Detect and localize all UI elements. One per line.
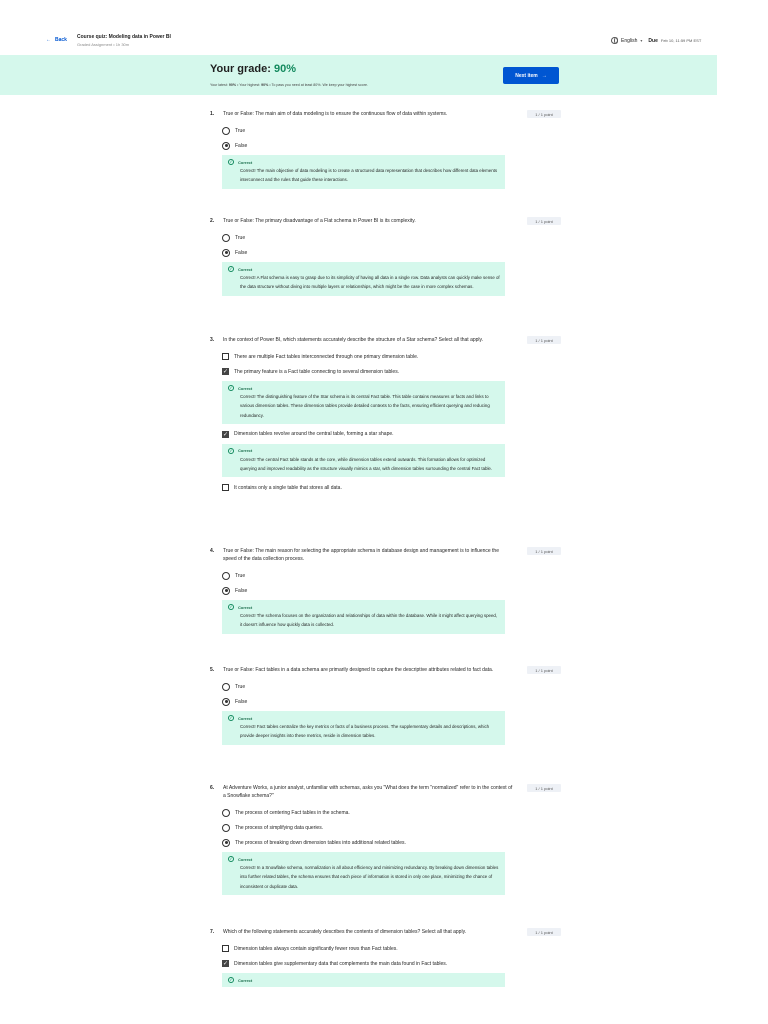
- option-label: False: [235, 587, 248, 594]
- option-label: True: [235, 572, 246, 579]
- question-text: True or False: The primary disadvantage of a Flat schema in Power BI is its complexity.: [223, 218, 416, 224]
- checkbox[interactable]: [222, 353, 229, 360]
- question-number: 3.: [210, 337, 215, 343]
- option-label: Dimension tables always contain significantly fewer rows than Fact tables.: [234, 945, 398, 952]
- option-label: False: [235, 142, 248, 149]
- feedback-box: [222, 381, 505, 424]
- points-badge: 1 / 1 point: [527, 110, 561, 118]
- option-true[interactable]: [222, 230, 560, 245]
- feedback-box: [222, 444, 505, 478]
- question-text: True or False: Fact tables in a data schema are primarily designed to capture the descriptive attributes related to fact data.: [223, 667, 494, 673]
- question-3: [210, 336, 560, 495]
- points-badge: 1 / 1 point: [527, 928, 561, 936]
- check-circle-icon: ✓: [229, 266, 233, 271]
- course-subtitle: Graded Assignment • 1h 30m: [77, 42, 130, 47]
- option-label: The process of simplifying data queries.: [235, 824, 324, 831]
- grade-heading: [210, 63, 296, 75]
- radio-button[interactable]: [222, 572, 230, 580]
- points-badge: 1 / 1 point: [527, 336, 561, 344]
- question-4: [210, 547, 560, 637]
- option-label: True: [235, 127, 246, 134]
- option-label: The process of centering Fact tables in the schema.: [235, 809, 350, 816]
- question-1: [210, 110, 560, 192]
- feedback-header: [228, 604, 500, 610]
- option-3[interactable]: [222, 427, 560, 442]
- radio-button-selected[interactable]: [222, 142, 230, 150]
- feedback-header: [228, 977, 500, 983]
- option-2[interactable]: [222, 820, 560, 835]
- feedback-text: Correct! The main objective of data modeling is to create a structured data representation that describes how different data elements interconnect and the rules that guide these interactions.: [240, 168, 498, 183]
- question-number: 7.: [210, 929, 215, 935]
- check-circle-icon: ✓: [229, 385, 233, 390]
- option-1[interactable]: [222, 941, 560, 956]
- points-badge: 1 / 1 point: [527, 784, 561, 792]
- pass-requirement: To pass you need at least 80%. We keep your highest score.: [271, 83, 368, 87]
- points-badge: 1 / 1 point: [527, 666, 561, 674]
- option-1[interactable]: [222, 349, 560, 364]
- question-header: [210, 547, 560, 563]
- feedback-label: Correct: [238, 856, 253, 862]
- question-text: True or False: The main reason for selecting the appropriate schema in database design and management is to influence the speed of the data collection process.: [223, 548, 499, 562]
- option-false[interactable]: [222, 245, 560, 260]
- option-label: The process of breaking down dimension tables into additional related tables.: [235, 839, 406, 846]
- arrow-left-icon: ←: [46, 37, 51, 43]
- radio-button[interactable]: [222, 809, 230, 817]
- feedback-box: [222, 155, 505, 189]
- due-date: Feb 10, 11:59 PM EST: [660, 38, 702, 43]
- feedback-box: [222, 711, 505, 745]
- option-true[interactable]: [222, 679, 560, 694]
- option-2[interactable]: [222, 956, 560, 971]
- points-badge: 1 / 1 point: [527, 217, 561, 225]
- back-label: Back: [55, 37, 67, 43]
- question-header: [210, 666, 560, 674]
- question-text: True or False: The main aim of data modeling is to ensure the continuous flow of data within systems.: [223, 111, 448, 117]
- separator-dot-2: •: [269, 83, 272, 87]
- grade-value: 90%: [273, 63, 297, 75]
- option-true[interactable]: [222, 123, 560, 138]
- separator-dot-1: •: [237, 83, 240, 87]
- feedback-label: Correct: [238, 266, 253, 272]
- feedback-header: [228, 159, 500, 165]
- feedback-label: Correct: [238, 604, 253, 610]
- check-circle-icon: ✓: [229, 604, 233, 609]
- radio-button-selected[interactable]: [222, 698, 230, 706]
- question-header: [210, 928, 560, 936]
- option-label: False: [235, 698, 248, 705]
- grade-summary: [210, 83, 368, 87]
- radio-button-selected[interactable]: [222, 839, 230, 847]
- option-label: It contains only a single table that stores all data.: [234, 484, 342, 491]
- top-bar: [0, 0, 768, 52]
- radio-button-selected[interactable]: [222, 249, 230, 257]
- option-label: Dimension tables revolve around the central table, forming a star shape.: [234, 431, 394, 438]
- chevron-down-icon[interactable]: ▾: [640, 38, 643, 43]
- feedback-header: [228, 715, 500, 721]
- next-item-button[interactable]: [503, 67, 559, 84]
- question-header: [210, 336, 560, 344]
- question-number: 4.: [210, 548, 215, 554]
- option-2[interactable]: [222, 364, 560, 379]
- check-circle-icon: ✓: [229, 715, 233, 720]
- feedback-header: [228, 385, 500, 391]
- question-header: [210, 217, 560, 225]
- feedback-text: Correct! A Flat schema is easy to grasp due to its simplicity of having all data in a single row. Data analysts can quickly make sense of the data structure without diving into multiple layers or relationships, which might be the case in more complex schemas.: [240, 275, 500, 290]
- highest-value: 90%: [261, 83, 269, 87]
- feedback-header: [228, 266, 500, 272]
- option-false[interactable]: [222, 694, 560, 709]
- language-select[interactable]: English: [621, 37, 638, 44]
- feedback-header: [228, 448, 500, 454]
- question-number: 5.: [210, 667, 215, 673]
- question-text: At Adventure Works, a junior analyst, unfamiliar with schemas, asks you "What does the term "normalized" refer to in the context of a Snowflake schema?": [223, 785, 513, 799]
- feedback-box: [222, 262, 505, 296]
- grade-label: Your grade:: [210, 63, 271, 75]
- feedback-text: Correct! The distinguishing feature of the Star schema is its central Fact table. This table contains measures or facts and links to various dimension tables. These dimension tables provide detailed contexts to the facts, ensuring efficient querying and reducing redundancy.: [240, 394, 490, 418]
- feedback-header: [228, 856, 500, 862]
- check-circle-icon: ✓: [229, 447, 233, 453]
- question-header: [210, 784, 560, 800]
- feedback-label: Correct: [238, 448, 253, 454]
- feedback-label: Correct: [238, 385, 253, 391]
- question-text: In the context of Power BI, which statements accurately describe the structure of a Star schema? Select all that apply.: [223, 337, 484, 343]
- feedback-label: Correct: [238, 715, 253, 721]
- course-info: [77, 34, 171, 47]
- radio-button[interactable]: [222, 234, 230, 242]
- feedback-box: [222, 600, 505, 634]
- feedback-text: Correct! In a Snowflake schema, normalization is all about efficiency and minimizing redundancy. By breaking down dimension tables into further related tables, the schema ensures that each piece of information is stored in only one place, minimizing the chance of inconsistent or duplicate data.: [240, 865, 499, 889]
- option-label: There are multiple Fact tables interconnected through one primary dimension table.: [234, 353, 419, 360]
- points-badge: 1 / 1 point: [527, 547, 561, 555]
- latest-label: Your latest:: [210, 83, 228, 87]
- due-label: Due: [648, 37, 658, 44]
- question-5: [210, 666, 560, 748]
- option-false[interactable]: [222, 583, 560, 598]
- next-item-label: Next item: [515, 72, 538, 79]
- question-number: 2.: [210, 218, 215, 224]
- option-label: False: [235, 249, 248, 256]
- option-label: True: [235, 683, 246, 690]
- feedback-text: Correct! Fact tables centralize the key metrics or facts of a business process. The supplementary details and descriptions, which provide deeper insights into these metrics, reside in dimension tables.: [240, 724, 490, 739]
- question-number: 1.: [210, 111, 215, 117]
- checkbox[interactable]: [222, 945, 229, 952]
- feedback-label: Correct: [238, 159, 253, 165]
- option-label: True: [235, 234, 246, 241]
- check-circle-icon: ✓: [229, 856, 233, 861]
- checkbox-checked[interactable]: ✓: [222, 369, 229, 375]
- question-text: Which of the following statements accurately describes the contents of dimension tables? Select all that apply.: [223, 929, 467, 935]
- option-label: Dimension tables give supplementary data that complements the main data found in Fact tables.: [234, 960, 448, 967]
- question-6: [210, 784, 560, 898]
- option-4[interactable]: [222, 480, 560, 495]
- feedback-label: Correct: [238, 977, 253, 983]
- latest-value: 90%: [228, 83, 237, 87]
- option-3[interactable]: [222, 835, 560, 850]
- feedback-text: Correct! The schema focuses on the organization and relationships of data within the database. While it might affect querying speed, it doesn't influence how quickly data is collected.: [240, 613, 498, 628]
- check-circle-icon: ✓: [229, 159, 233, 164]
- top-right: [611, 37, 701, 44]
- feedback-text: Correct! The central Fact table stands at the core, while dimension tables extend outwards. This formation allows for optimized querying and improved readability as the structure visually mimics a star, with dimension tables surrounding the central Fact table.: [240, 456, 493, 472]
- radio-button[interactable]: [222, 824, 230, 832]
- highest-label: Your highest:: [239, 83, 261, 87]
- checkbox-checked[interactable]: ✓: [222, 961, 229, 967]
- feedback-box: [222, 852, 505, 895]
- back-link[interactable]: [46, 37, 67, 43]
- option-true[interactable]: [222, 568, 560, 583]
- option-1[interactable]: [222, 805, 560, 820]
- arrow-right-icon: →: [541, 72, 547, 79]
- radio-button[interactable]: [222, 683, 230, 691]
- question-7: [210, 928, 560, 990]
- check-circle-icon: ✓: [229, 977, 233, 982]
- radio-button-selected[interactable]: [222, 587, 230, 595]
- question-number: 6.: [210, 785, 215, 791]
- option-label: The primary feature is a Fact table connecting to several dimension tables.: [234, 368, 400, 375]
- option-false[interactable]: [222, 138, 560, 153]
- globe-icon: [611, 37, 618, 44]
- radio-button[interactable]: [222, 127, 230, 135]
- grade-banner: [0, 55, 717, 95]
- checkbox[interactable]: [222, 484, 229, 491]
- checkbox-checked[interactable]: ✓: [222, 431, 229, 438]
- question-2: [210, 217, 560, 299]
- question-header: [210, 110, 560, 118]
- course-title: Course quiz: Modeling data in Power BI: [77, 34, 171, 40]
- feedback-box: [222, 973, 505, 987]
